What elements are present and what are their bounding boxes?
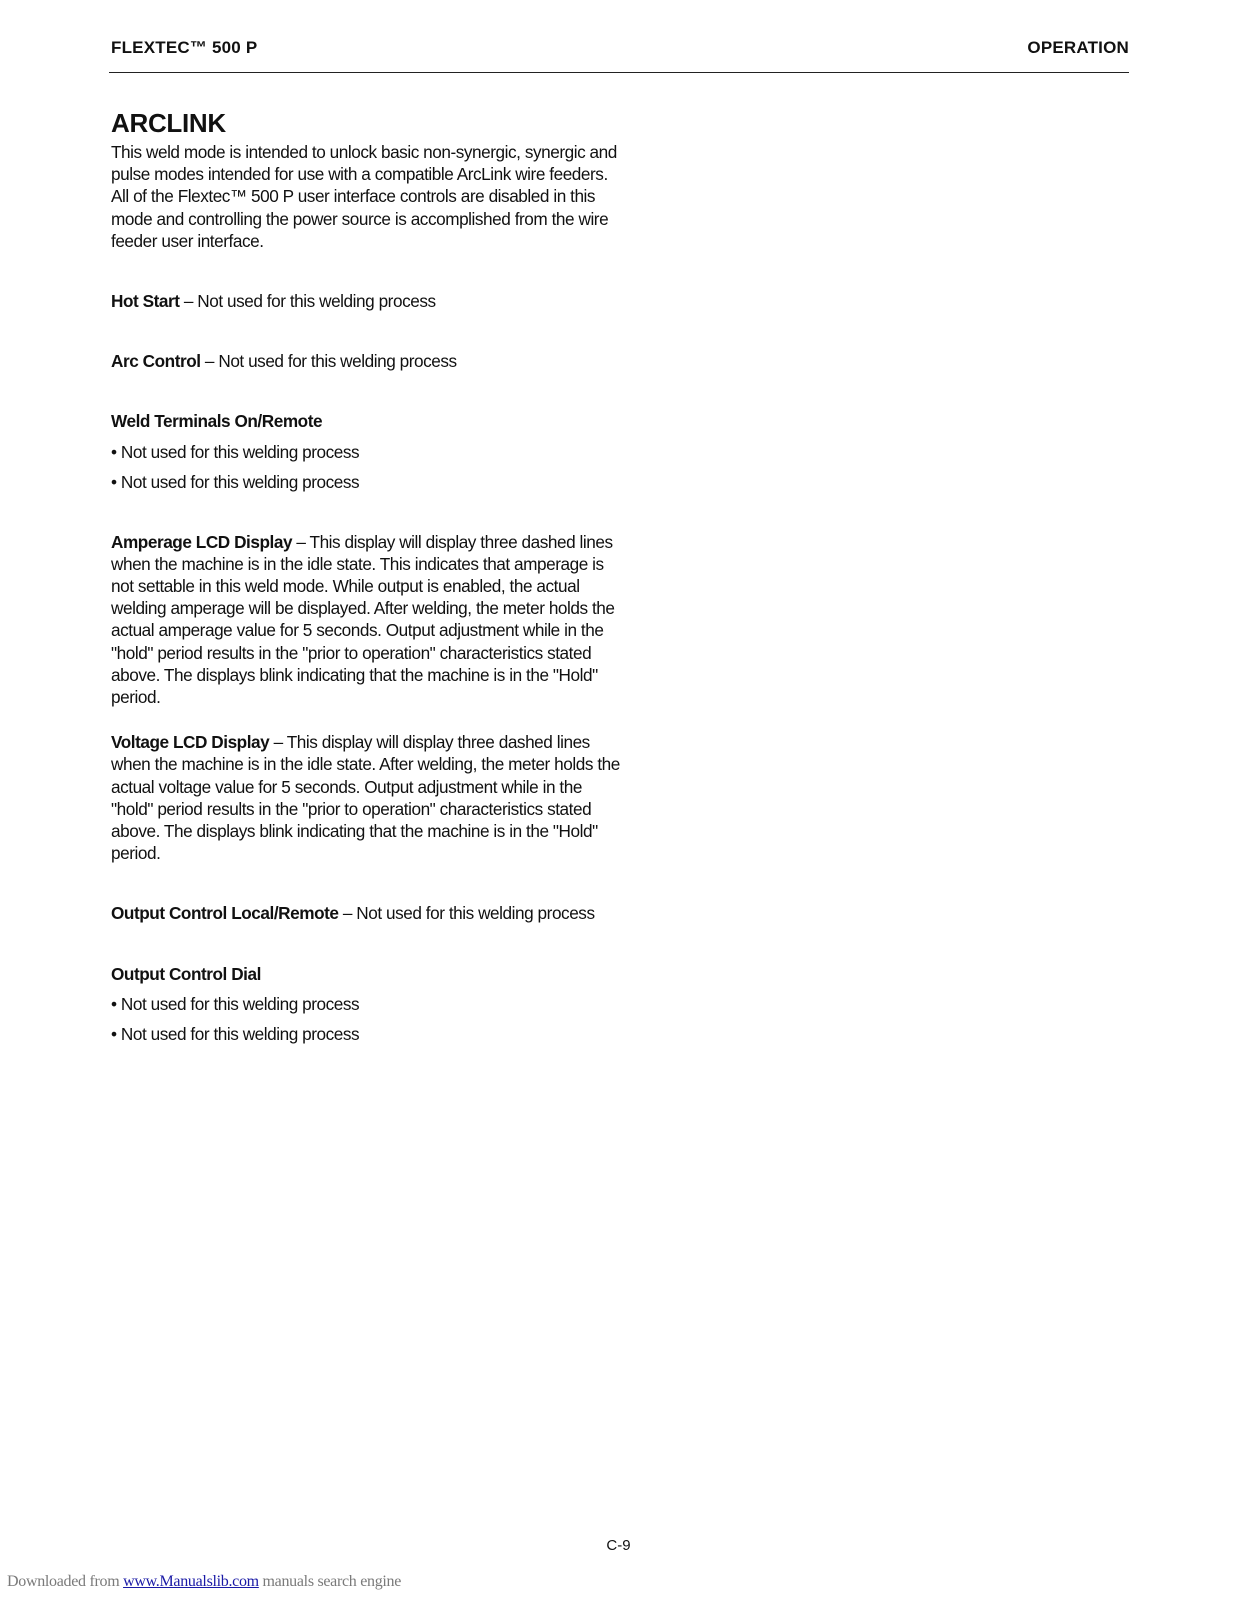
output-control-dial-heading: Output Control Dial [111, 963, 261, 984]
amperage-display-text: – This display will display three dashed lines when the machine is in the idle state. This indicates that amperage is not settable in this weld mode. While output is enabled, the actual welding amperage will be displayed. After welding, the meter holds the actual amperage value for 5 seconds. Output adjustment while in the "hold" period results in the "prior to operation" characteristics stated above. The displays blink indicating that the machine is in the "Hold" period. [111, 531, 615, 708]
weld-terminals-heading: Weld Terminals On/Remote [111, 411, 323, 432]
output-control-local-item [111, 902, 621, 924]
page-content [111, 106, 621, 1045]
arc-control-text: – Not used for this welding process [200, 351, 457, 372]
section-intro: This weld mode is intended to unlock basic non-synergic, synergic and pulse modes intended for use with a compatible ArcLink wire feeders. All of the Flextec™ 500 P user interface controls are disabled in this mode and controlling the power source is accomplished from the wire feeder user interface. [111, 142, 617, 251]
voltage-display-item [111, 731, 621, 864]
amperage-display-term: Amperage LCD Display [111, 531, 293, 552]
output-control-dial-bullet: • Not used for this welding process [111, 1023, 360, 1044]
weld-terminals-bullet: • Not used for this welding process [111, 471, 360, 492]
output-control-local-text: – Not used for this welding process [338, 903, 595, 924]
download-footer [7, 1573, 401, 1591]
section-title: ARCLINK [111, 108, 226, 138]
voltage-display-text: – This display will display three dashed lines when the machine is in the idle state. After welding, the meter holds the actual voltage value for 5 seconds. Output adjustment while in the "hold" period results in the "prior to operation" characteristics stated above. The displays blink indicating that the machine is in the "Hold" period. [111, 732, 620, 864]
amperage-display-item [111, 531, 621, 709]
header-divider [109, 72, 1129, 73]
header-section-name: OPERATION [1027, 38, 1129, 57]
page-number: C-9 [606, 1537, 631, 1554]
voltage-display-term: Voltage LCD Display [111, 732, 270, 753]
footer-suffix: manuals search engine [258, 1573, 402, 1590]
weld-terminals-bullet: • Not used for this welding process [111, 441, 360, 462]
hot-start-text: – Not used for this welding process [179, 291, 436, 312]
footer-prefix: Downloaded from [7, 1573, 124, 1590]
manualslib-link[interactable]: www.Manualslib.com [123, 1573, 259, 1590]
hot-start-term: Hot Start [111, 291, 180, 312]
hot-start-item [111, 290, 621, 312]
output-control-dial-bullet: • Not used for this welding process [111, 993, 360, 1014]
header-product-name: FLEXTEC™ 500 P [111, 38, 258, 57]
arc-control-item [111, 350, 621, 372]
arc-control-term: Arc Control [111, 351, 201, 372]
output-control-local-term: Output Control Local/Remote [111, 903, 339, 924]
